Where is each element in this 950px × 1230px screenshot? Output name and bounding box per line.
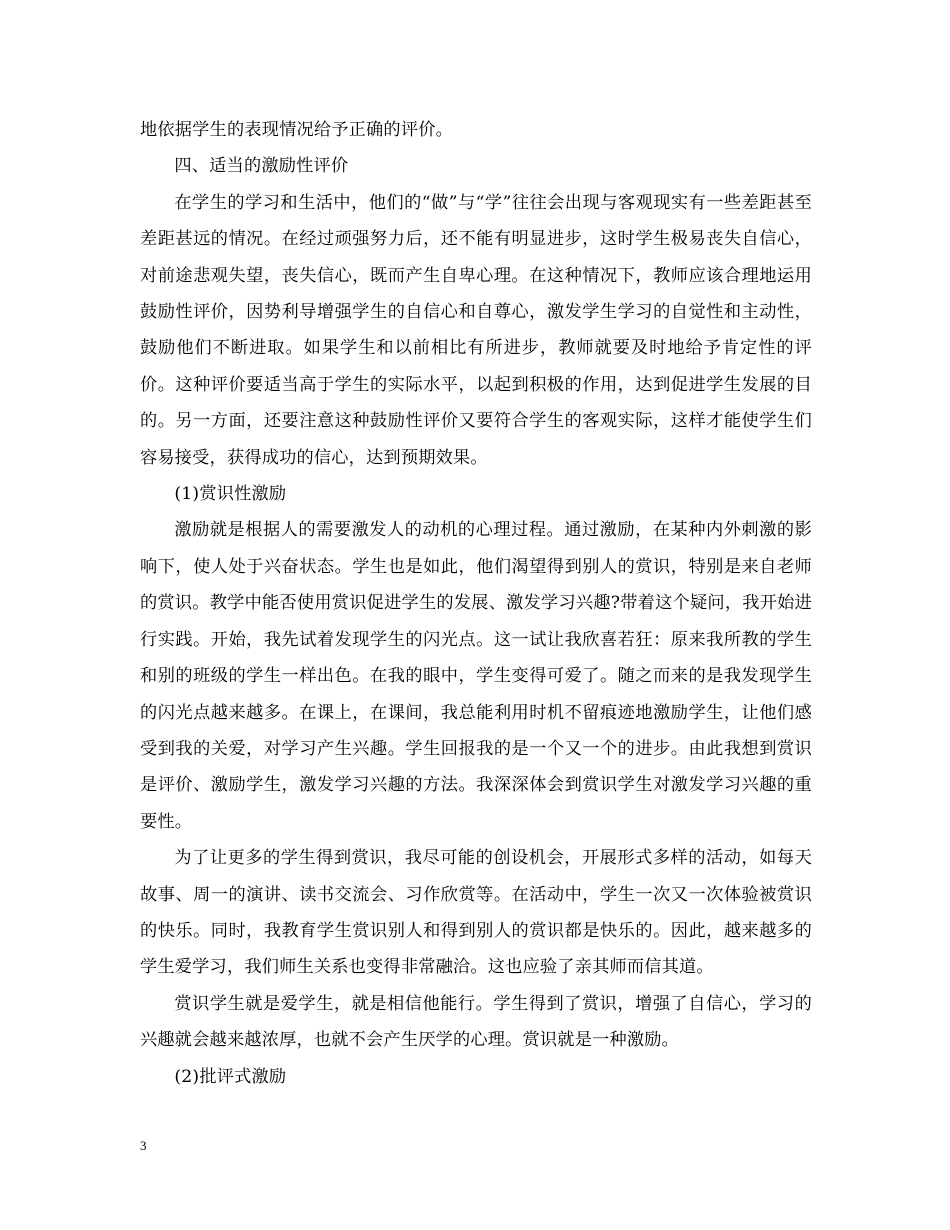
paragraph-motivation: 激励就是根据人的需要激发人的动机的心理过程。通过激励，在某种内外刺激的影响下，使人处于兴奋状态。学生也是如此，他们渴望得到别人的赏识，特别是来自老师的赏识。教学中能否使用赏识促进学生的发展、激发学习兴趣?带着这个疑问，我开始进行实践。开始，我先试着发现学生的闪光点。这一试让我欣喜若狂：原来我所教的学生和别的班级的学生一样出色。在我的眼中，学生变得可爱了。随之而来的是我发现学生的闪光点越来越多。在课上，在课间，我总能利用时机不留痕迹地激励学生，让他们感受到我的关爱，对学习产生兴趣。学生回报我的是一个又一个的进步。由此我想到赏识是评价、激励学生，激发学习兴趣的方法。我深深体会到赏识学生对激发学习兴趣的重要性。 [140,520,812,832]
subheading-criticism: (2)批评式激励 [174,1066,287,1087]
paragraph-activities: 为了让更多的学生得到赏识，我尽可能的创设机会，开展形式多样的活动，如每天故事、周一的演讲、读书交流会、习作欣赏等。在活动中，学生一次又一次体验被赏识的快乐。同时，我教育学生赏识别人和得到别人的赏识都是快乐的。因此，越来越多的学生爱学习，我们师生关系也变得非常融洽。这也应验了亲其师而信其道。 [140,848,812,978]
paragraph-appreciation-summary: 赏识学生就是爱学生，就是相信他能行。学生得到了赏识，增强了自信心，学习的兴趣就会越来越浓厚，也就不会产生厌学的心理。赏识就是一种激励。 [140,993,812,1051]
body-text [140,112,812,1095]
paragraph-continuation: 地依据学生的表现情况给予正确的评价。 [140,120,453,140]
paragraph-encouragement: 在学生的学习和生活中，他们的“做”与“学”往往会出现与客观现实有一些差距甚至差距甚远的情况。在经过顽强努力后，还不能有明显进步，这时学生极易丧失自信心，对前途悲观失望，丧失信心，既而产生自卑心理。在这种情况下，教师应该合理地运用鼓励性评价，因势利导增强学生的自信心和自尊心，激发学生学习的自觉性和主动性，鼓励他们不断进取。如果学生和以前相比有所进步，教师就要及时地给予肯定性的评价。这种评价要适当高于学生的实际水平，以起到积极的作用，达到促进学生发展的目的。另一方面，还要注意这种鼓励性评价又要符合学生的客观实际，这样才能使学生们容易接受，获得成功的信心，达到预期效果。 [140,192,812,468]
page-number: 3 [140,1138,147,1153]
section-heading-4: 四、适当的激励性评价 [174,156,349,177]
subheading-appreciation: (1)赏识性激励 [174,484,287,505]
